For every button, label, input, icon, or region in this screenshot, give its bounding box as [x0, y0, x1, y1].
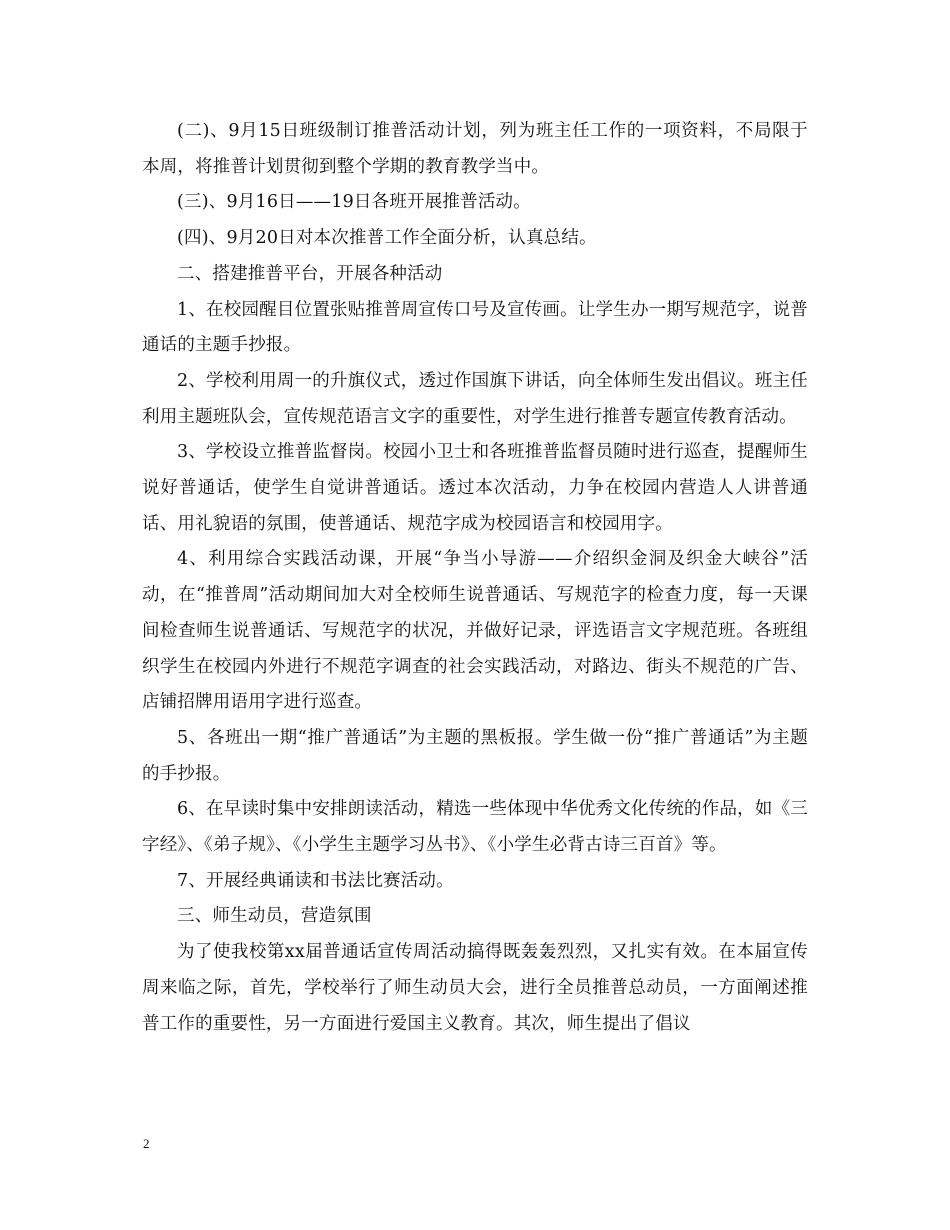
- paragraph-plan-class: (二)、9月15日班级制订推普活动计划，列为班主任工作的一项资料，不局限于本周，将推普计划贯彻到整个学期的教育教学当中。: [142, 121, 808, 177]
- paragraph-mobilization: 为了使我校第xx届普通话宣传周活动搞得既轰轰烈烈，又扎实有效。在本届宣传周来临之际，首先，学校举行了师生动员大会，进行全员推普总动员，一方面阐述推普工作的重要性，另一方面进行爱国主义教育。其次，师生提出了倡议: [142, 942, 808, 1034]
- paragraph-plan-activities: (三)、9月16日——19日各班开展推普活动。: [177, 192, 531, 213]
- section-heading-platform: 二、搭建推普平台，开展各种活动: [177, 263, 443, 284]
- paragraph-item-6: 6、在早读时集中安排朗读活动，精选一些体现中华优秀文化传统的作品，如《三字经》、《弟子规》、《小学生主题学习丛书》、《小学生必背古诗三百首》等。: [142, 799, 808, 856]
- paragraph-item-5: 5、各班出一期“推广普通话”为主题的黑板报。学生做一份“推广普通话”为主题的手抄报。: [142, 727, 808, 784]
- paragraph-item-2: 2、学校利用周一的升旗仪式，透过作国旗下讲话，向全体师生发出倡议。班主任利用主题班队会，宣传规范语言文字的重要性，对学生进行推普专题宣传教育活动。: [142, 370, 808, 427]
- page-number: 2: [143, 1136, 150, 1151]
- paragraph-item-1: 1、在校园醒目位置张贴推普周宣传口号及宣传画。让学生办一期写规范字，说普通话的主题手抄报。: [142, 299, 808, 356]
- paragraph-plan-summary: (四)、9月20日对本次推普工作全面分析，认真总结。: [177, 228, 597, 249]
- paragraph-item-7: 7、开展经典诵读和书法比赛活动。: [177, 870, 454, 891]
- document-body: [142, 114, 808, 1042]
- paragraph-item-4: 4、利用综合实践活动课，开展“争当小导游——介绍织金洞及织金大峡谷”活动，在“推普周”活动期间加大对全校师生说普通话、写规范字的检查力度，每一天课间检查师生说普通话、写规范字的状况，并做好记录，评选语言文字规范班。各班组织学生在校园内外进行不规范字调查的社会实践活动，对路边、街头不规范的广告、店铺招牌用语用字进行巡查。: [142, 549, 808, 713]
- paragraph-item-3: 3、学校设立推普监督岗。校园小卫士和各班推普监督员随时进行巡查，提醒师生说好普通话，使学生自觉讲普通话。透过本次活动，力争在校园内营造人人讲普通话、用礼貌语的氛围，使普通话、规范字成为校园语言和校园用字。: [142, 442, 808, 534]
- section-heading-mobilization: 三、师生动员，营造氛围: [177, 906, 372, 927]
